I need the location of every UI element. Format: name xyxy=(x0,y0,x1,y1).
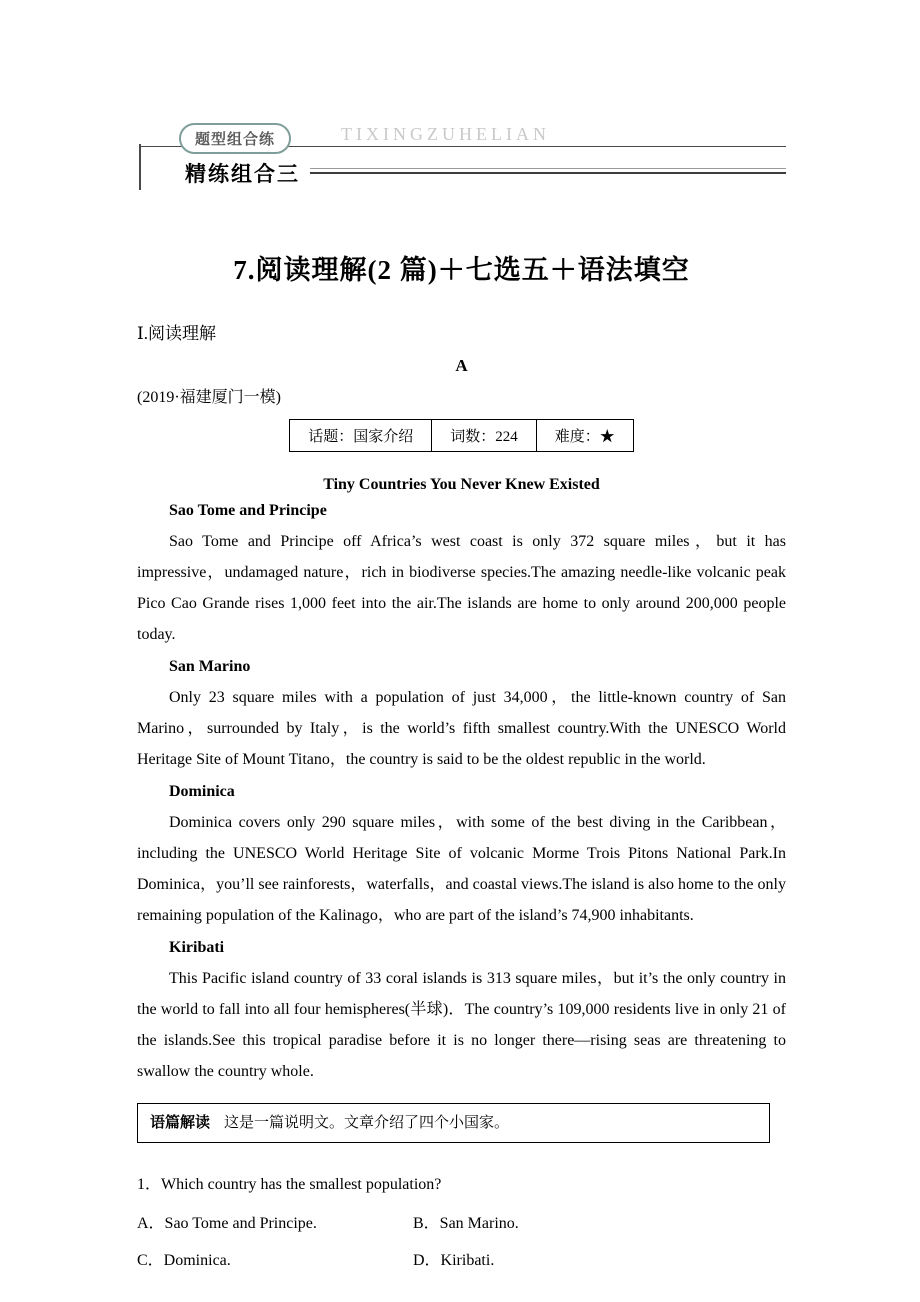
analysis-box xyxy=(137,1103,770,1143)
passage-paragraph: This Pacific island country of 33 coral islands is 313 square miles，but it’s the only country in the world to fall into all four hemispheres(半球)．The country’s 109,000 residents live in only 21 of the islands.See this tropical paradise before it is no longer there—rising seas are threatening to swallow the country whole. xyxy=(137,970,786,1080)
header-section-title: 精练组合三 xyxy=(185,158,310,188)
passage-section xyxy=(137,933,786,1087)
passage-section xyxy=(137,777,786,931)
chapter-header xyxy=(137,122,786,192)
passage-section xyxy=(137,496,786,650)
meta-topic-cell: 话题：国家介绍 xyxy=(290,420,432,452)
header-badge: 题型组合练 xyxy=(179,123,291,154)
passage-title: Tiny Countries You Never Knew Existed xyxy=(323,476,600,493)
section-label: Ⅰ.阅读理解 xyxy=(137,324,216,343)
option-c: C．Dominica. xyxy=(137,1252,231,1269)
page-title: 7.阅读理解(2 篇)＋七选五＋语法填空 xyxy=(233,255,690,285)
passage-subheading: Kiribati xyxy=(169,939,225,956)
passage-meta-table xyxy=(289,419,634,452)
meta-wordcount-cell: 词数：224 xyxy=(432,420,537,452)
option-d: D．Kiribati. xyxy=(413,1252,495,1269)
header-double-rule-line xyxy=(302,168,786,174)
passage-subheading: San Marino xyxy=(169,658,251,675)
question-stem: 1．Which country has the smallest population? xyxy=(137,1176,442,1193)
document-content xyxy=(137,0,786,1270)
question-options xyxy=(137,1210,786,1270)
passage-source: (2019·福建厦门一模) xyxy=(137,389,281,406)
option-b: B．San Marino. xyxy=(413,1215,519,1232)
passage-paragraph: Dominica covers only 290 square miles，with some of the best diving in the Caribbean，including the UNESCO World Heritage Site of volcanic Morme Trois Pitons National Park.In Dominica，you’ll see rainforests，waterfalls，and coastal views.The island is also home to the only remaining population of the Kalinago，who are part of the island’s 74,900 inhabitants. xyxy=(137,814,786,924)
passage-subheading: Dominica xyxy=(169,783,235,800)
header-watermark: TIXINGZUHELIAN xyxy=(335,124,556,145)
passage-letter: A xyxy=(455,356,468,375)
analysis-label: 语篇解读 xyxy=(150,1115,211,1131)
passage-subheading: Sao Tome and Principe xyxy=(169,502,327,519)
analysis-text: 这是一篇说明文。文章介绍了四个小国家。 xyxy=(224,1115,510,1131)
option-a: A．Sao Tome and Principe. xyxy=(137,1215,317,1232)
table-row xyxy=(290,420,634,452)
meta-difficulty-cell: 难度：★ xyxy=(536,420,633,452)
passage-paragraph: Only 23 square miles with a population of just 34,000，the little-known country of San Marino，surrounded by Italy，is the world’s fifth smallest country.With the UNESCO World Heritage Site of Mount Titano，the country is said to be the oldest republic in the world. xyxy=(137,689,786,768)
passage-paragraph: Sao Tome and Principe off Africa’s west coast is only 372 square miles，but it has impressive，undamaged nature，rich in biodiverse species.The amazing needle-like volcanic peak Pico Cao Grande rises 1,000 feet into the air.The islands are home to only around 200,000 people today. xyxy=(137,533,786,643)
passage-section xyxy=(137,652,786,775)
header-left-rule-line xyxy=(139,144,141,190)
